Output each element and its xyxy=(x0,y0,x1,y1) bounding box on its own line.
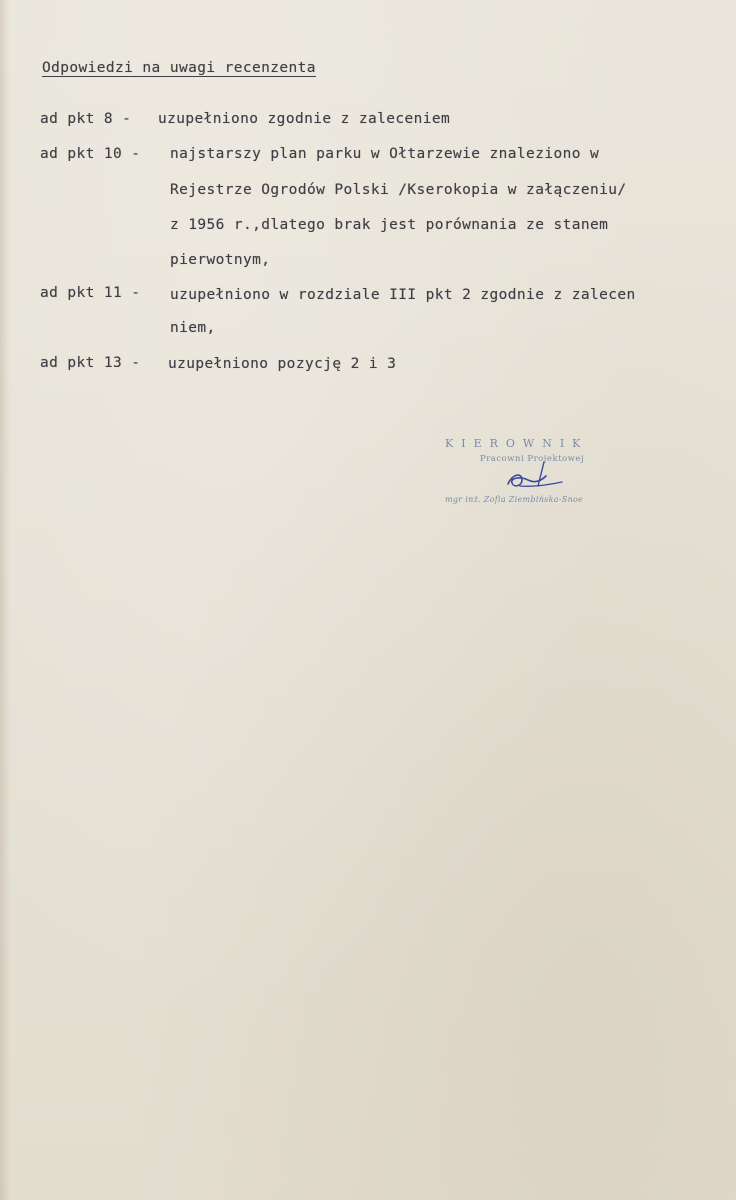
stamp-name: mgr inż. Zofia Ziembińska-Snoe xyxy=(445,495,584,504)
document-heading: Odpowiedzi na uwagi recenzenta xyxy=(42,60,316,76)
row-text-pkt-11-line-1: uzupełniono w rozdziale III pkt 2 zgodnie z zalecen xyxy=(170,287,636,303)
row-text-pkt-10-line-1: najstarszy plan parku w Ołtarzewie znaleziono w xyxy=(170,146,600,162)
paper-edge-shadow xyxy=(0,0,10,1200)
row-prefix-pkt-11: ad pkt 11 - xyxy=(40,285,141,301)
stamp-subtitle: Pracowni Projektowej xyxy=(480,454,585,464)
row-text-pkt-10-line-3: z 1956 r.,dlatego brak jest porównania ze stanem xyxy=(170,217,609,233)
handwritten-signature xyxy=(500,456,570,496)
row-prefix-pkt-8: ad pkt 8 - xyxy=(40,111,132,127)
row-text-pkt-13-line-1: uzupełniono pozycję 2 i 3 xyxy=(168,356,397,372)
row-text-pkt-8-line-1: uzupełniono zgodnie z zaleceniem xyxy=(158,111,451,127)
row-text-pkt-10-line-2: Rejestrze Ogrodów Polski /Kserokopia w załączeniu/ xyxy=(170,182,627,198)
row-prefix-pkt-10: ad pkt 10 - xyxy=(40,146,141,162)
stamp-title: KIEROWNIK xyxy=(445,437,589,450)
row-text-pkt-11-line-2: niem, xyxy=(170,320,216,336)
row-text-pkt-10-line-4: pierwotnym, xyxy=(170,252,271,268)
row-prefix-pkt-13: ad pkt 13 - xyxy=(40,355,141,371)
